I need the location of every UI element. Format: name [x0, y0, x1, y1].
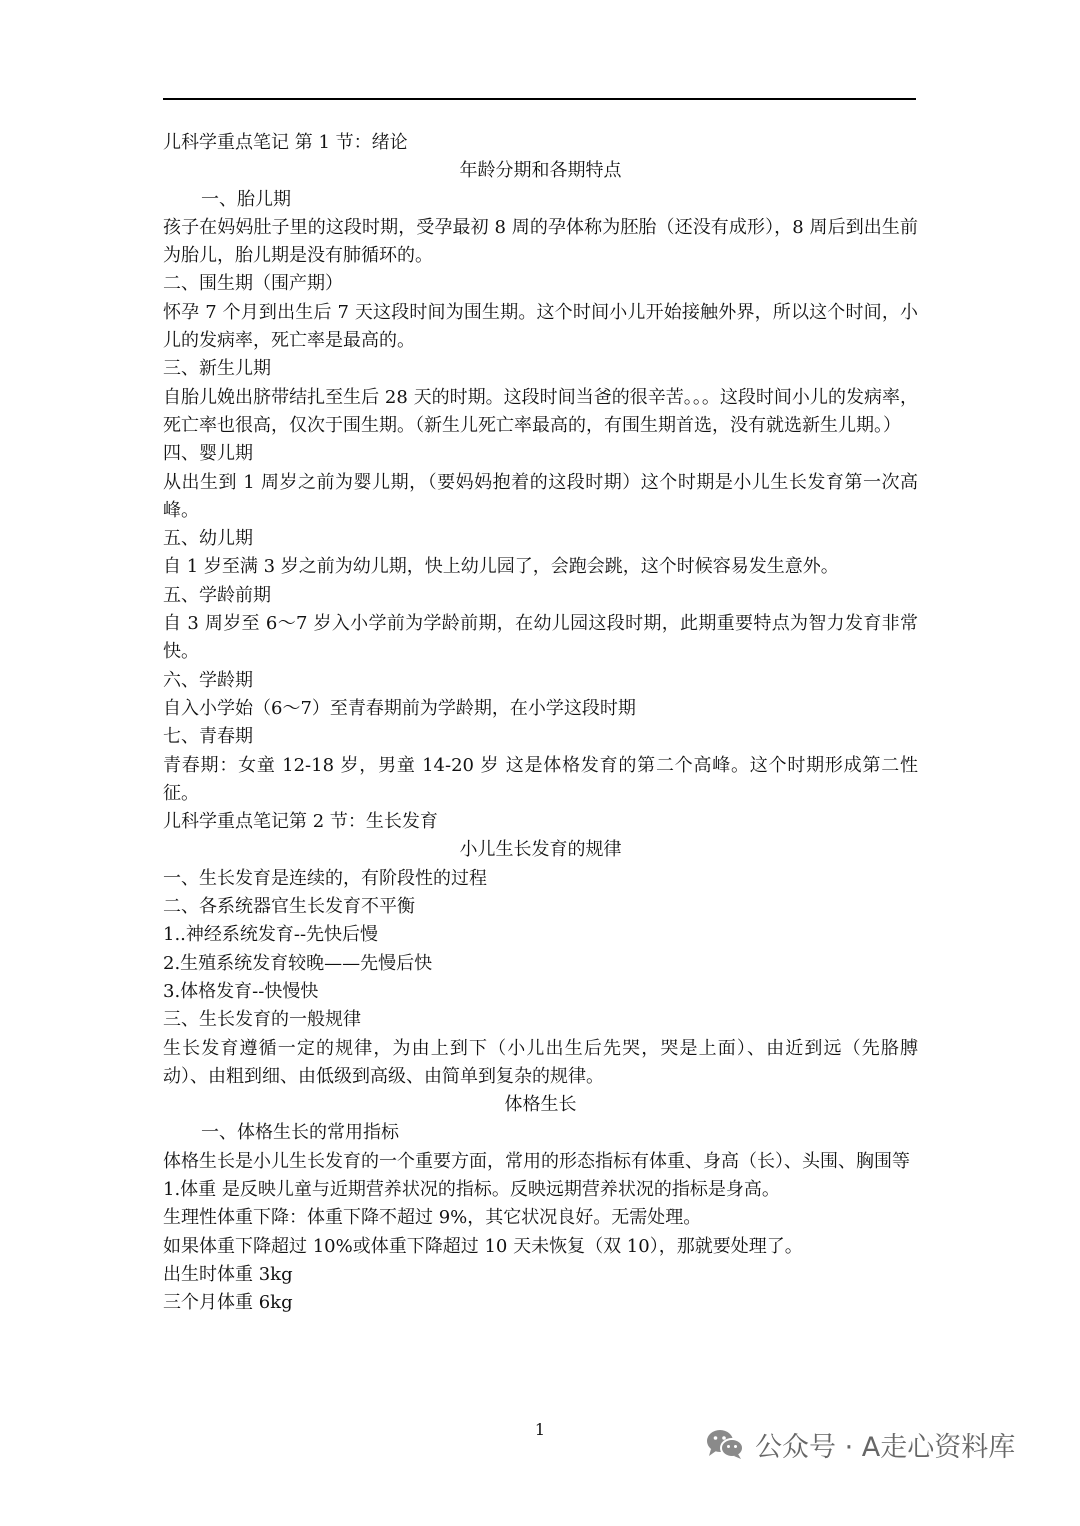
text-line: 自入小学始（6～7）至青春期前为学龄期，在小学这段时期	[163, 697, 636, 719]
text-line: 生理性体重下降：体重下降不超过 9%，其它状况良好。无需处理。	[163, 1207, 702, 1229]
text-line: 如果体重下降超过 10%或体重下降超过 10 天未恢复（双 10），那就要处理了。	[163, 1235, 803, 1257]
paragraph: 自 3 周岁至 6～7 岁入小学前为学龄前期，在幼儿园这段时期，此期重要特点为智力发育非常快。	[163, 613, 918, 663]
paragraph: 生长发育遵循一定的规律，为由上到下（小儿出生后先哭，哭是上面）、由近到远（先胳膊动）、由粗到细、由低级到高级、由简单到复杂的规律。	[163, 1037, 918, 1087]
subsection-heading: 一、胎儿期	[201, 188, 291, 210]
text-line: 出生时体重 3kg	[163, 1263, 293, 1285]
text-line: 六、学龄期	[163, 669, 253, 691]
text-line: 3.体格发育--快慢快	[163, 980, 319, 1002]
text-line: 四、婴儿期	[163, 443, 253, 465]
text-line: 五、幼儿期	[163, 528, 253, 550]
text-line: 儿科学重点笔记 第 1 节：绪论	[163, 132, 408, 153]
text-line: 儿科学重点笔记第 2 节：生长发育	[163, 811, 438, 833]
paragraph: 孩子在妈妈肚子里的这段时期，受孕最初 8 周的孕体称为胚胎（还没有成形），8 周后到出生前为胎儿，胎儿期是没有肺循环的。	[163, 216, 918, 267]
text-line: 二、各系统器官生长发育不平衡	[163, 896, 415, 918]
paragraph: 自胎儿娩出脐带结扎至生后 28 天的时期。这段时间当爸的很辛苦。。。这段时间小儿的发病率，死亡率也很高，仅次于围生期。（新生儿死亡率最高的，有围生期首选，没有就选新生儿期。）	[163, 386, 918, 436]
text-line: 三、生长发育的一般规律	[163, 1009, 361, 1031]
paragraph: 体格生长是小儿生长发育的一个重要方面，常用的形态指标有体重、身高（长）、头围、胸围等	[163, 1150, 910, 1172]
wechat-icon	[705, 1427, 745, 1461]
paragraph: 怀孕 7 个月到出生后 7 天这段时间为围生期。这个时间小儿开始接触外界，所以这个时间，小儿的发病率，死亡率是最高的。	[163, 301, 918, 352]
watermark	[705, 1424, 1015, 1464]
text-line: 三、新生儿期	[163, 358, 271, 380]
text-line: 1.体重 是反映儿童与近期营养状况的指标。反映远期营养状况的指标是身高。	[163, 1178, 780, 1200]
watermark-text: 公众号 · A走心资料库	[755, 1431, 1016, 1463]
text-line: 自 1 岁至满 3 岁之前为幼儿期，快上幼儿园了，会跑会跳，这个时候容易发生意外。	[163, 556, 839, 578]
text-line: 二、围生期（围产期）	[163, 273, 343, 295]
paragraph: 青春期：女童 12-18 岁，男童 14-20 岁 这是体格发育的第二个高峰。这个时期形成第二性征。	[163, 754, 918, 804]
text-line: 三个月体重 6kg	[163, 1292, 293, 1314]
text-line: 五、学龄前期	[163, 584, 271, 606]
page-number: 1	[534, 1420, 546, 1439]
text-line: 1..神经系统发育--先快后慢	[163, 924, 379, 946]
paragraph: 从出生到 1 周岁之前为婴儿期，（要妈妈抱着的这段时期）这个时期是小儿生长发育第一次高峰。	[163, 471, 918, 521]
section-heading: 小儿生长发育的规律	[459, 839, 622, 861]
document-body	[163, 129, 918, 1317]
header-rule	[163, 98, 916, 100]
text-line: 七、青春期	[163, 726, 253, 748]
section-heading: 年龄分期和各期特点	[459, 160, 622, 182]
subsection-heading: 一、体格生长的常用指标	[201, 1122, 399, 1144]
section-heading: 体格生长	[504, 1094, 577, 1116]
text-line: 一、生长发育是连续的，有阶段性的过程	[163, 867, 487, 889]
text-line: 2.生殖系统发育较晚——先慢后快	[163, 952, 433, 974]
